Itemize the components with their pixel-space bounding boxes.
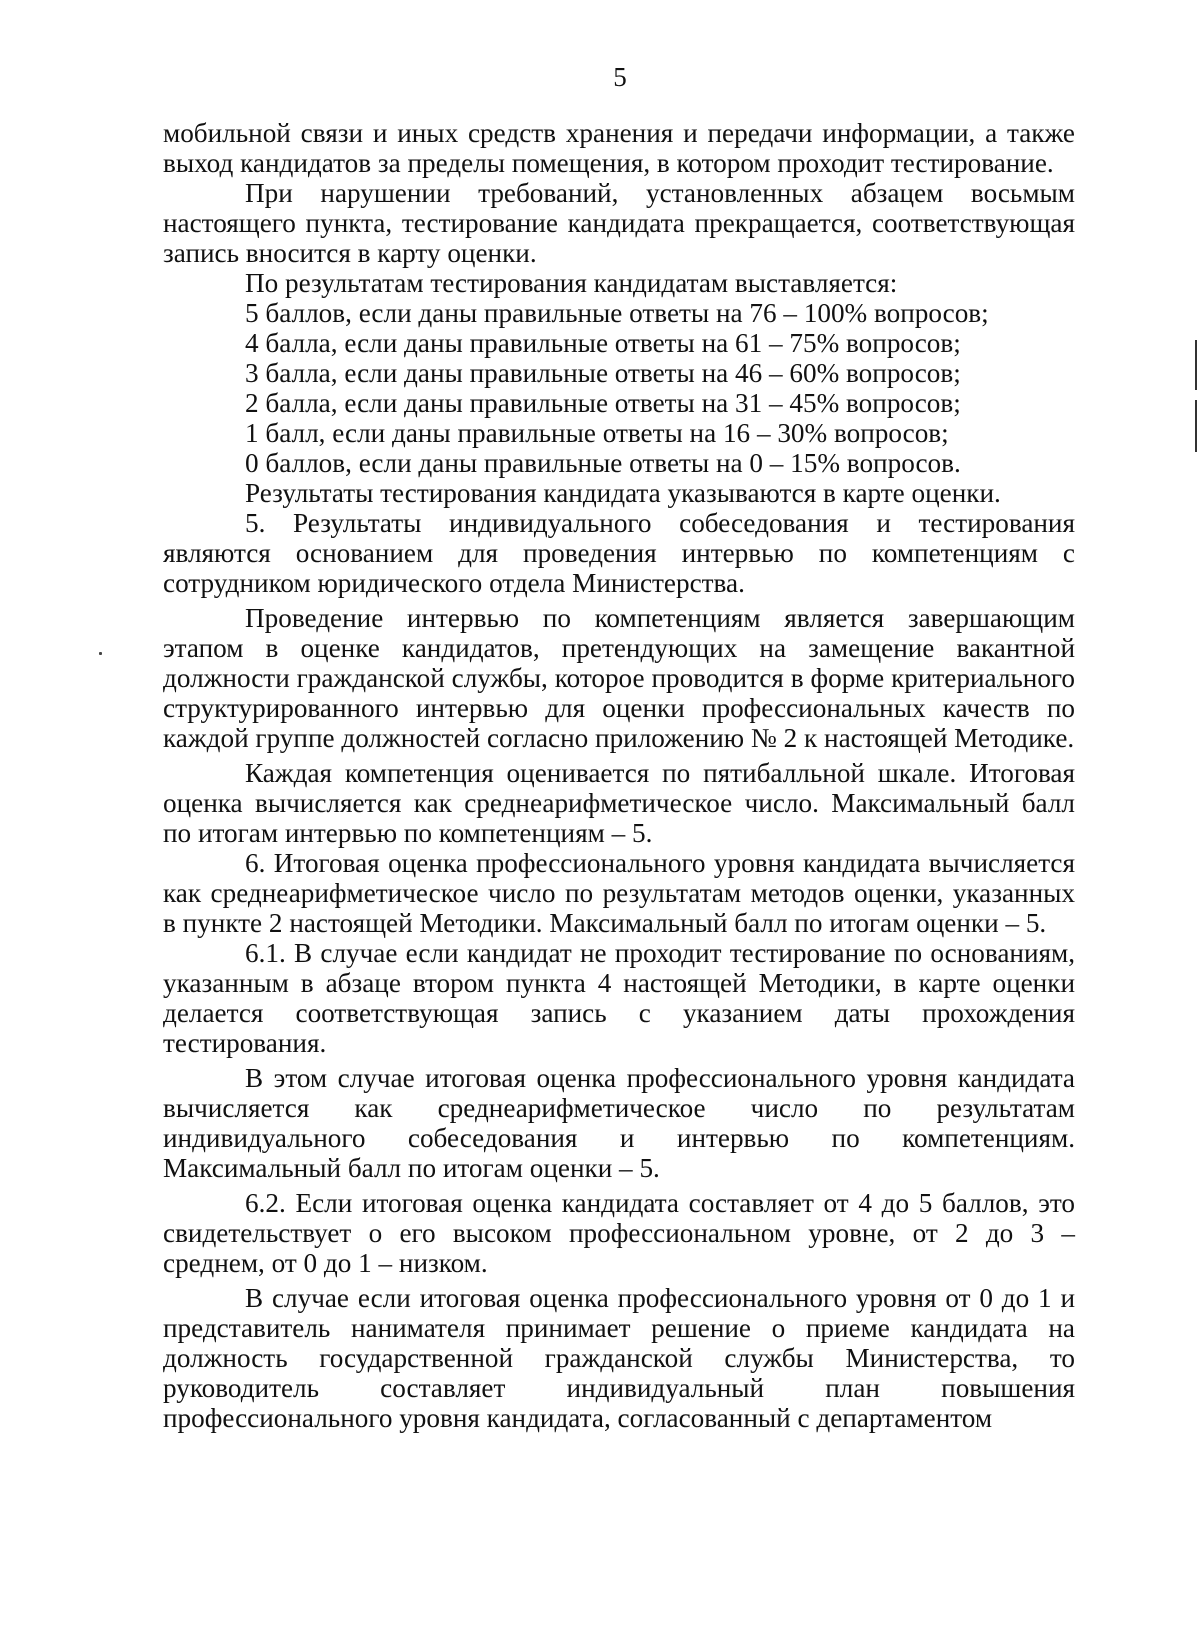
list-item-score-0: 0 баллов, если даны правильные ответы на 0 – 15% вопросов. bbox=[245, 448, 961, 478]
list-item-score-3: 3 балла, если даны правильные ответы на 46 – 60% вопросов; bbox=[245, 358, 961, 388]
paragraph-continuation: мобильной связи и иных средств хранения и передачи информации, а также выход кандидатов за пределы помещения, в котором проходит тестирование. bbox=[163, 118, 1075, 178]
paragraph-section-5: 5. Результаты индивидуального собеседования и тестирования являются основанием для проведения интервью по компетенциям с сотрудником юридического отдела Министерства. bbox=[163, 508, 1075, 598]
paragraph-results-intro: По результатам тестирования кандидатам выставляется: bbox=[245, 268, 898, 298]
paragraph-competency-scale: Каждая компетенция оценивается по пятибалльной шкале. Итоговая оценка вычисляется как среднеарифметическое число. Максимальный балл по итогам интервью по компетенциям – 5. bbox=[163, 758, 1075, 848]
page-number: 5 bbox=[613, 62, 627, 92]
list-item-score-2: 2 балла, если даны правильные ответы на 31 – 45% вопросов; bbox=[245, 388, 961, 418]
paragraph-this-case: В этом случае итоговая оценка профессионального уровня кандидата вычисляется как среднеарифметическое число по результатам индивидуального собеседования и интервью по компетенциям. Максимальный балл по итогам оценки – 5. bbox=[163, 1063, 1075, 1183]
list-item-score-4: 4 балла, если даны правильные ответы на 61 – 75% вопросов; bbox=[245, 328, 961, 358]
paragraph-results-card: Результаты тестирования кандидата указываются в карте оценки. bbox=[245, 478, 1001, 508]
paragraph-low-score: В случае если итоговая оценка профессионального уровня от 0 до 1 и представитель нанимателя принимает решение о приеме кандидата на должность государственной гражданской службы Министерства, то руководитель составляет индивидуальный план повышения профессионального уровня кандидата, согласованный с департаментом bbox=[163, 1283, 1075, 1433]
paragraph-section-6-1: 6.1. В случае если кандидат не проходит тестирование по основаниям, указанным в абзаце втором пункта 4 настоящей Методики, в карте оценки делается соответствующая запись с указанием даты прохождения тестирования. bbox=[163, 938, 1075, 1058]
paragraph-section-6: 6. Итоговая оценка профессионального уровня кандидата вычисляется как среднеарифметическое число по результатам методов оценки, указанных в пункте 2 настоящей Методики. Максимальный балл по итогам оценки – 5. bbox=[163, 848, 1075, 938]
scan-edge-mark bbox=[1195, 340, 1197, 390]
paragraph-section-6-2: 6.2. Если итоговая оценка кандидата составляет от 4 до 5 баллов, это свидетельствует о его высоком профессиональном уровне, от 2 до 3 – среднем, от 0 до 1 – низком. bbox=[163, 1188, 1075, 1278]
list-item-score-5: 5 баллов, если даны правильные ответы на 76 – 100% вопросов; bbox=[245, 298, 989, 328]
list-item-score-1: 1 балл, если даны правильные ответы на 16 – 30% вопросов; bbox=[245, 418, 949, 448]
scan-speck bbox=[99, 652, 102, 655]
paragraph-interview: Проведение интервью по компетенциям является завершающим этапом в оценке кандидатов, претендующих на замещение вакантной должности гражданской службы, которое проводится в форме критериального структурированного интервью для оценки профессиональных качеств по каждой группе должностей согласно приложению № 2 к настоящей Методике. bbox=[163, 603, 1075, 753]
paragraph-violation: При нарушении требований, установленных абзацем восьмым настоящего пункта, тестирование кандидата прекращается, соответствующая запись вносится в карту оценки. bbox=[163, 178, 1075, 268]
document-body bbox=[163, 118, 1075, 1433]
scan-edge-mark bbox=[1195, 400, 1197, 452]
